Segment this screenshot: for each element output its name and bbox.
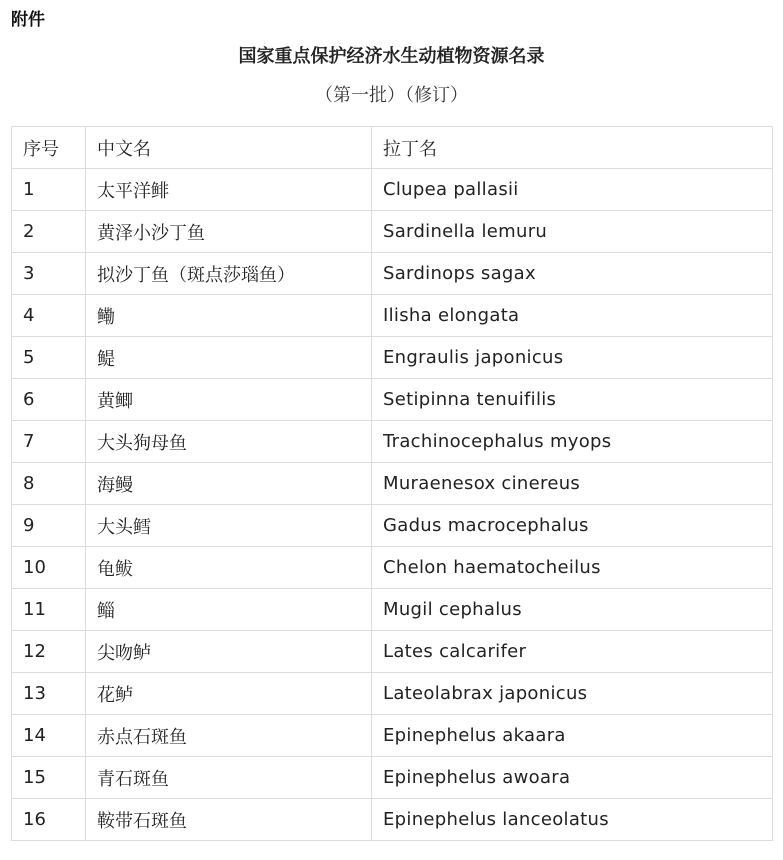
chinese-name: 鳀 [86,337,372,379]
table-row [12,715,773,757]
row-number: 7 [12,421,86,463]
row-number: 3 [12,253,86,295]
chinese-name: 鲻 [86,589,372,631]
table-row [12,337,773,379]
latin-name: Setipinna tenuifilis [372,379,773,421]
table-body [12,169,773,841]
latin-name: Epinephelus awoara [372,757,773,799]
chinese-name: 鳓 [86,295,372,337]
table-row [12,169,773,211]
table-row [12,631,773,673]
row-number: 9 [12,505,86,547]
table-header-row [12,127,773,169]
chinese-name: 大头狗母鱼 [86,421,372,463]
row-number: 8 [12,463,86,505]
chinese-name: 鞍带石斑鱼 [86,799,372,841]
chinese-name: 大头鳕 [86,505,372,547]
chinese-name: 青石斑鱼 [86,757,372,799]
latin-name: Clupea pallasii [372,169,773,211]
row-number: 6 [12,379,86,421]
latin-name: Ilisha elongata [372,295,773,337]
latin-name: Muraenesox cinereus [372,463,773,505]
latin-name: Mugil cephalus [372,589,773,631]
table-row [12,463,773,505]
chinese-name: 黄泽小沙丁鱼 [86,211,372,253]
table-row [12,421,773,463]
latin-name: Sardinella lemuru [372,211,773,253]
header-chinese-name: 中文名 [86,127,372,169]
page-subtitle: （第一批）（修订） [315,85,468,106]
species-table [11,126,773,841]
chinese-name: 太平洋鲱 [86,169,372,211]
table-row [12,253,773,295]
row-number: 11 [12,589,86,631]
latin-name: Lates calcarifer [372,631,773,673]
chinese-name: 拟沙丁鱼（斑点莎瑙鱼） [86,253,372,295]
row-number: 12 [12,631,86,673]
latin-name: Engraulis japonicus [372,337,773,379]
header-latin-name: 拉丁名 [372,127,773,169]
latin-name: Epinephelus lanceolatus [372,799,773,841]
row-number: 2 [12,211,86,253]
table-row [12,799,773,841]
row-number: 13 [12,673,86,715]
latin-name: Lateolabrax japonicus [372,673,773,715]
latin-name: Gadus macrocephalus [372,505,773,547]
chinese-name: 尖吻鲈 [86,631,372,673]
table-row [12,757,773,799]
latin-name: Chelon haematocheilus [372,547,773,589]
attachment-label: 附件 [11,10,45,30]
row-number: 14 [12,715,86,757]
latin-name: Sardinops sagax [372,253,773,295]
row-number: 16 [12,799,86,841]
table-row [12,589,773,631]
chinese-name: 花鲈 [86,673,372,715]
table-row [12,547,773,589]
chinese-name: 龟鲅 [86,547,372,589]
chinese-name: 海鳗 [86,463,372,505]
page-title: 国家重点保护经济水生动植物资源名录 [238,46,545,67]
chinese-name: 黄鲫 [86,379,372,421]
chinese-name: 赤点石斑鱼 [86,715,372,757]
table-row [12,505,773,547]
table-row [12,211,773,253]
table-row [12,673,773,715]
latin-name: Trachinocephalus myops [372,421,773,463]
table-row [12,379,773,421]
row-number: 15 [12,757,86,799]
header-number: 序号 [12,127,86,169]
latin-name: Epinephelus akaara [372,715,773,757]
row-number: 5 [12,337,86,379]
table-row [12,295,773,337]
row-number: 10 [12,547,86,589]
row-number: 4 [12,295,86,337]
row-number: 1 [12,169,86,211]
